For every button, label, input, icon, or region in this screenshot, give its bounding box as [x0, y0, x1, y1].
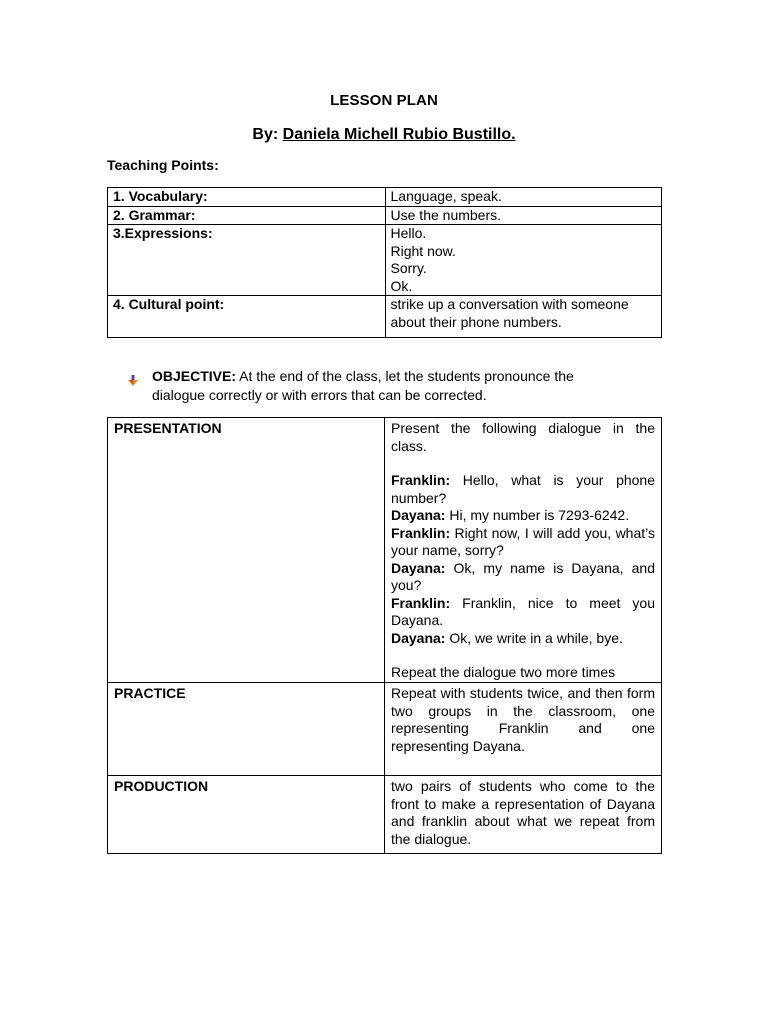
table-row [108, 225, 662, 296]
presentation-intro: Present the following dialogue in the class. [391, 420, 655, 454]
teaching-points-table [107, 187, 662, 338]
grammar-text: Use the numbers. [390, 206, 502, 223]
dialogue-text: Right now, I will add you, what’s your name, sorry? [391, 524, 655, 558]
document-title: LESSON PLAN [330, 92, 438, 109]
dialogue-text: Ok, we write in a while, bye. [449, 629, 623, 646]
by-label: By: [252, 126, 279, 143]
expression-item: Hello. [390, 225, 427, 241]
cultural-point-text: strike up a conversation with someone about their phone numbers. [390, 296, 629, 330]
vocabulary-label: 1. Vocabulary: [108, 188, 386, 207]
production-text: two pairs of students who come to the front to make a representation of Dayana and franklin about what we repeat from the dialogue. [391, 778, 655, 847]
speaker-name: Dayana: [391, 559, 446, 576]
table-row [108, 188, 662, 207]
expression-item: Right now. [390, 242, 456, 259]
dialogue-line [391, 630, 655, 648]
dialogue-line [391, 507, 655, 525]
dialogue-text: Hi, my number is 7293-6242. [449, 507, 630, 523]
presentation-outro: Repeat the dialogue two more times [391, 664, 616, 680]
dialogue-line [391, 595, 655, 630]
objective-paragraph [130, 367, 620, 405]
objective-text: At the end of the class, let the students pronounce the dialogue correctly or with errors that can be corrected. [152, 368, 574, 403]
dialogue-text: Ok, my name is Dayana, and you? [391, 559, 655, 593]
arrow-down-bullet-icon [127, 373, 139, 392]
speaker-name: Dayana: [391, 507, 446, 523]
speaker-name: Dayana: [391, 629, 446, 646]
presentation-label: PRESENTATION [108, 418, 385, 683]
grammar-label: 2. Grammar: [108, 206, 386, 225]
practice-content [385, 683, 662, 776]
vocabulary-text: Language, speak. [390, 188, 502, 204]
presentation-content [385, 418, 662, 683]
production-content [385, 776, 662, 854]
expressions-label: 3.Expressions: [108, 225, 386, 296]
table-row [108, 776, 662, 854]
expression-item: Sorry. [390, 260, 427, 276]
speaker-name: Franklin: [391, 594, 451, 611]
table-row [108, 206, 662, 225]
vocabulary-value [385, 188, 661, 207]
dialogue-text: Franklin, nice to meet you Dayana. [391, 594, 656, 628]
table-row [108, 683, 662, 776]
practice-text: Repeat with students twice, and then form two groups in the classroom, one representing Franklin and one representing Dayana. [391, 685, 655, 754]
cultural-point-label: 4. Cultural point: [108, 296, 386, 338]
cultural-point-value [385, 296, 661, 338]
lesson-stages-table [107, 417, 662, 854]
dialogue-text: Hello, what is your phone number? [391, 472, 656, 506]
author-line [0, 126, 768, 144]
speaker-name: Franklin: [391, 524, 451, 541]
dialogue-line [391, 560, 655, 595]
expressions-value [385, 225, 661, 296]
speaker-name: Franklin: [391, 472, 451, 488]
grammar-value [385, 206, 661, 225]
dialogue-line [391, 525, 655, 560]
author-name: Daniela Michell Rubio Bustillo. [282, 126, 516, 143]
table-row [108, 418, 662, 683]
dialogue-line [391, 472, 655, 507]
expression-item: Ok. [390, 277, 413, 294]
table-row [108, 296, 662, 338]
practice-label: PRACTICE [108, 683, 385, 776]
teaching-points-heading: Teaching Points: [107, 157, 219, 173]
production-label: PRODUCTION [108, 776, 385, 854]
objective-label: OBJECTIVE: [152, 368, 237, 384]
